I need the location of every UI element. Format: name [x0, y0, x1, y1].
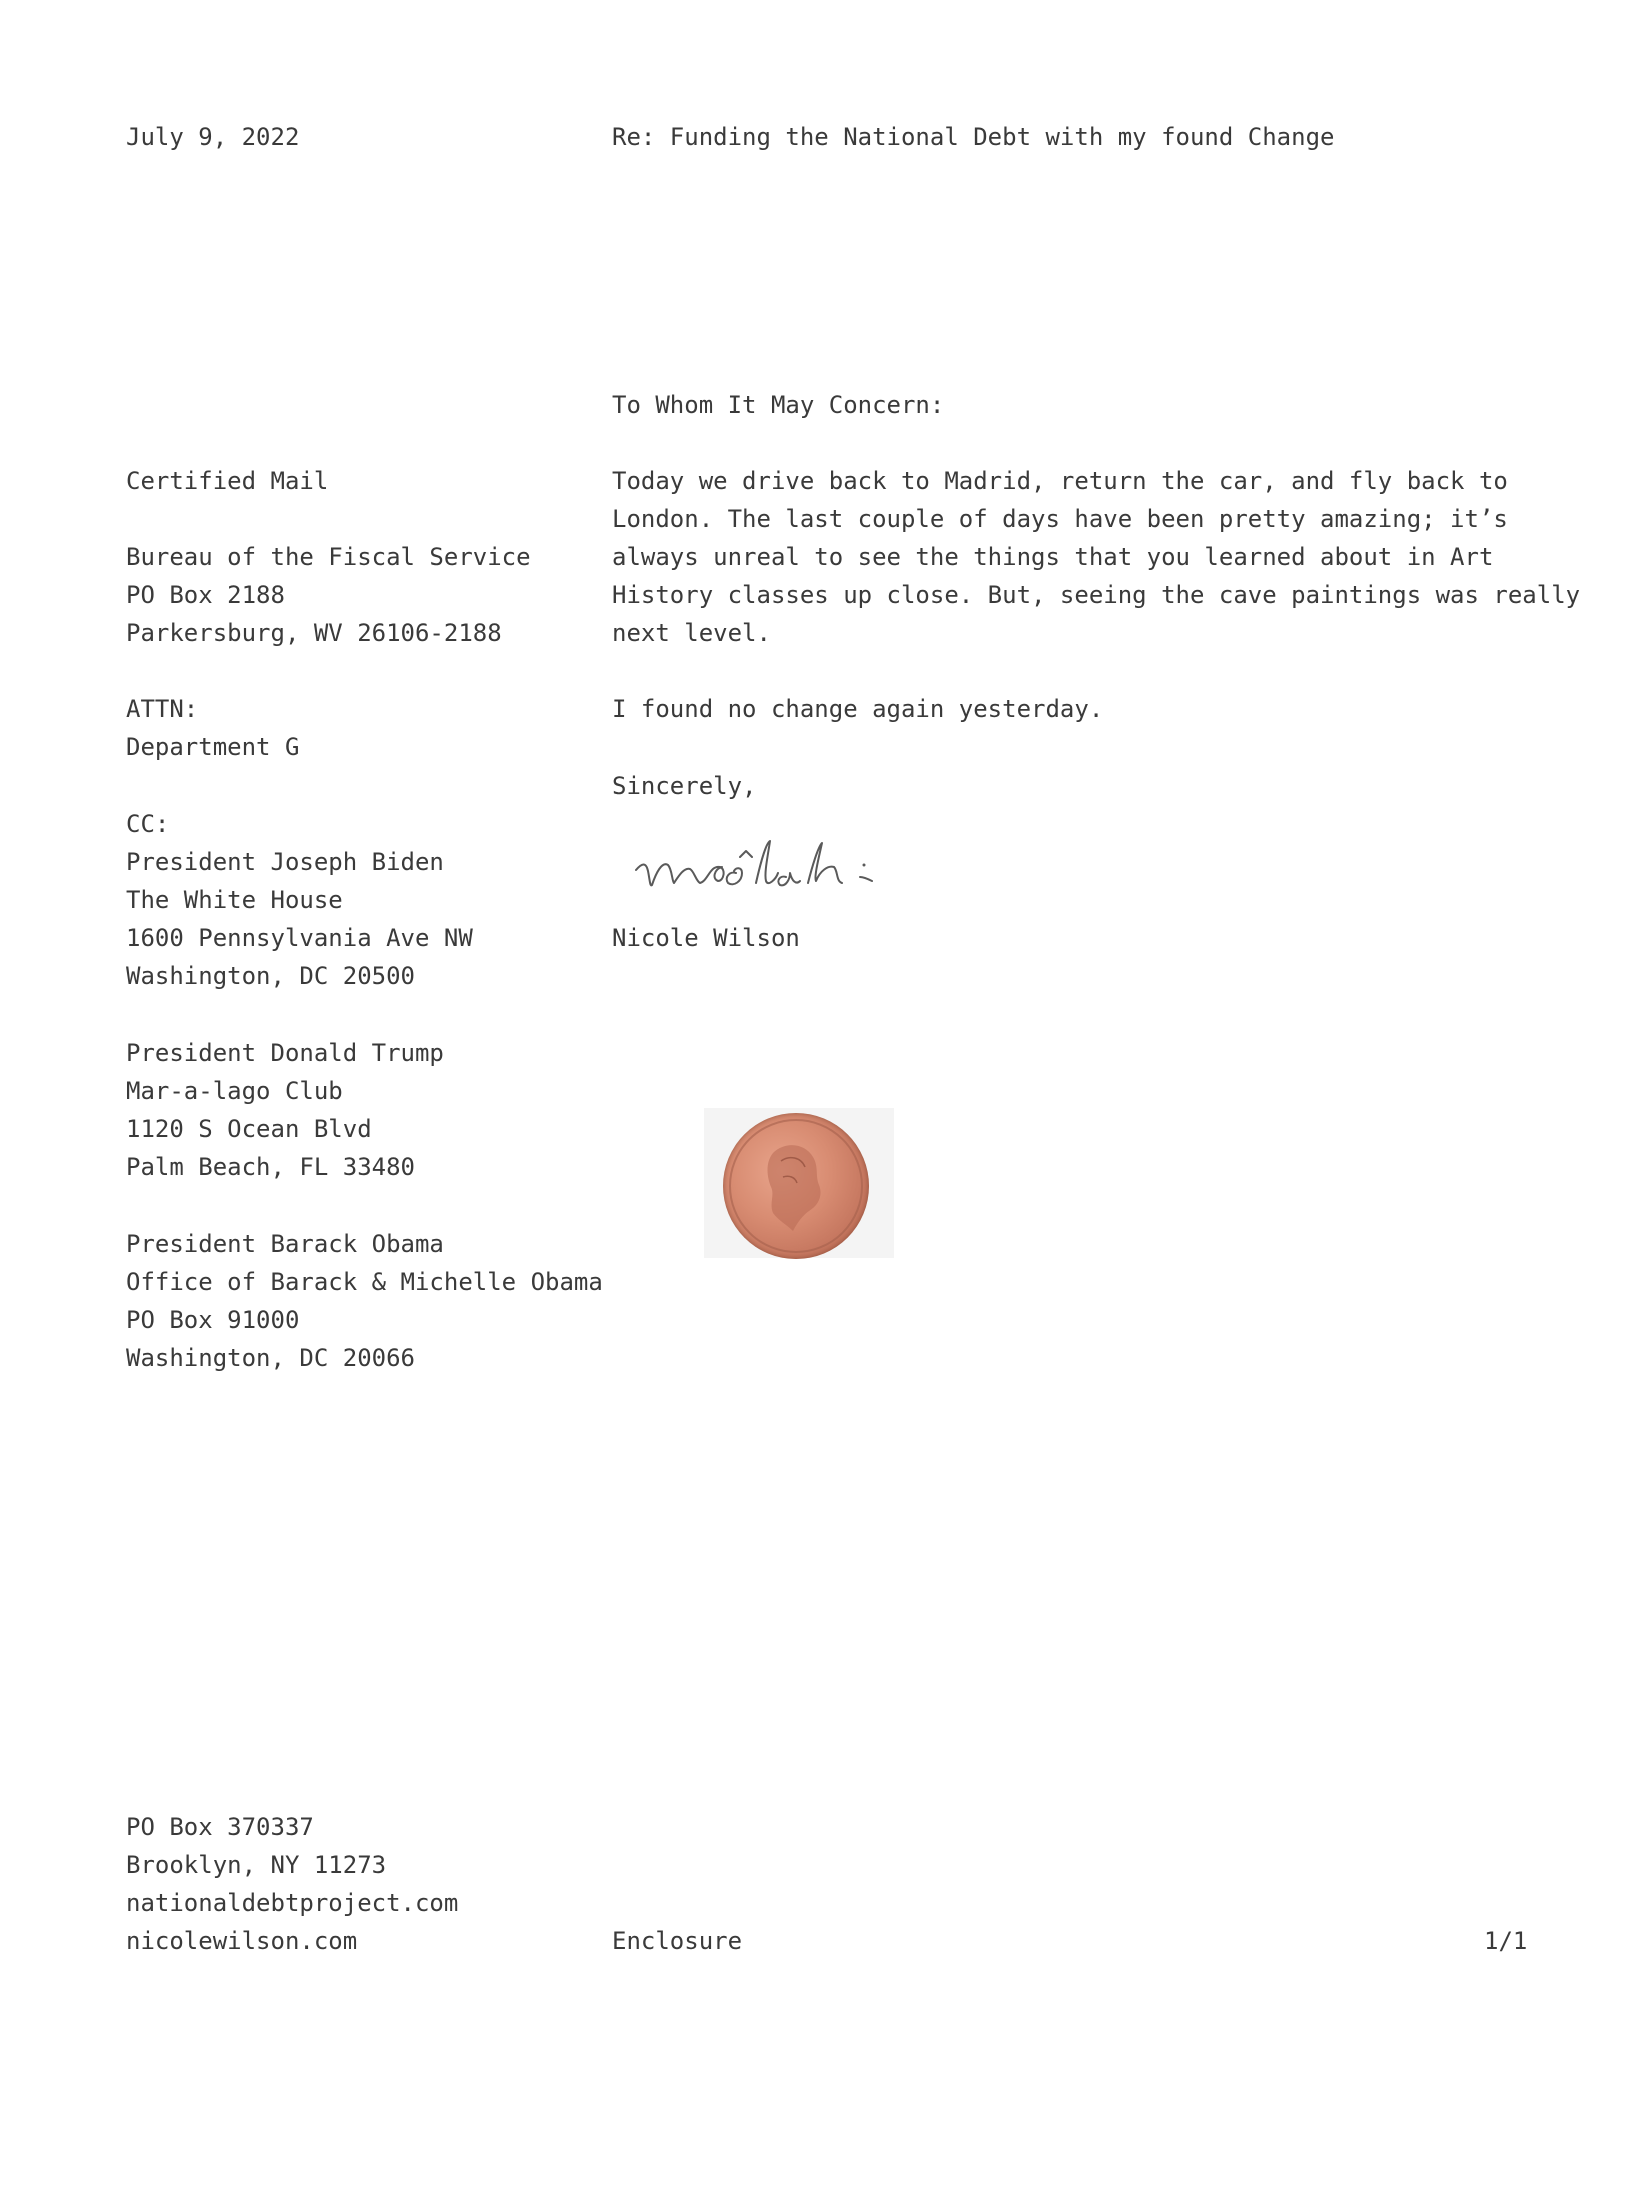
body-line: I found no change again yesterday. — [612, 695, 1104, 723]
cc-recipient-line: Palm Beach, FL 33480 — [126, 1153, 415, 1181]
sender-website-link[interactable]: nicolewilson.com — [126, 1927, 358, 1955]
recipient-address-line: Bureau of the Fiscal Service — [126, 543, 531, 571]
recipient-address-line: Parkersburg, WV 26106-2188 — [126, 619, 502, 647]
sender-address-line: Brooklyn, NY 11273 — [126, 1851, 387, 1879]
cc-recipient-line: PO Box 91000 — [126, 1306, 300, 1334]
cc-recipient-line: President Barack Obama — [126, 1230, 444, 1258]
cc-recipient-line: Mar-a-lago Club — [126, 1077, 343, 1105]
cc-recipient-line: 1600 Pennsylvania Ave NW — [126, 924, 473, 952]
recipient-address-line: PO Box 2188 — [126, 581, 285, 609]
salutation: To Whom It May Concern: — [612, 391, 945, 419]
penny-icon — [723, 1113, 869, 1259]
cc-recipient-line: Office of Barack & Michelle Obama — [126, 1268, 603, 1296]
attn-department: Department G — [126, 733, 300, 761]
signer-name: Nicole Wilson — [612, 924, 800, 952]
delivery-method: Certified Mail — [126, 467, 329, 495]
cc-recipient-line: President Joseph Biden — [126, 848, 444, 876]
enclosure-photo — [704, 1108, 894, 1258]
body-line: always unreal to see the things that you learned about in Art — [612, 543, 1494, 571]
signature — [628, 815, 958, 910]
sender-website-link[interactable]: nationaldebtproject.com — [126, 1889, 459, 1917]
sender-address-line: PO Box 370337 — [126, 1813, 314, 1841]
letter-subject: Re: Funding the National Debt with my found Change — [612, 123, 1335, 151]
cc-recipient-line: President Donald Trump — [126, 1039, 444, 1067]
attn-label: ATTN: — [126, 695, 199, 723]
cc-recipient-line: 1120 S Ocean Blvd — [126, 1115, 372, 1143]
cc-recipient-line: The White House — [126, 886, 343, 914]
page-number: 1/1 — [1484, 1927, 1528, 1955]
body-line: Today we drive back to Madrid, return the car, and fly back to — [612, 467, 1508, 495]
closing: Sincerely, — [612, 772, 757, 800]
enclosure-label: Enclosure — [612, 1927, 743, 1955]
body-line: London. The last couple of days have been pretty amazing; it’s — [612, 505, 1508, 533]
letter-date: July 9, 2022 — [126, 123, 300, 151]
body-line: next level. — [612, 619, 771, 647]
cc-recipient-line: Washington, DC 20500 — [126, 962, 415, 990]
body-line: History classes up close. But, seeing the cave paintings was really — [612, 581, 1581, 609]
cc-label: CC: — [126, 810, 170, 838]
cc-recipient-line: Washington, DC 20066 — [126, 1344, 415, 1372]
